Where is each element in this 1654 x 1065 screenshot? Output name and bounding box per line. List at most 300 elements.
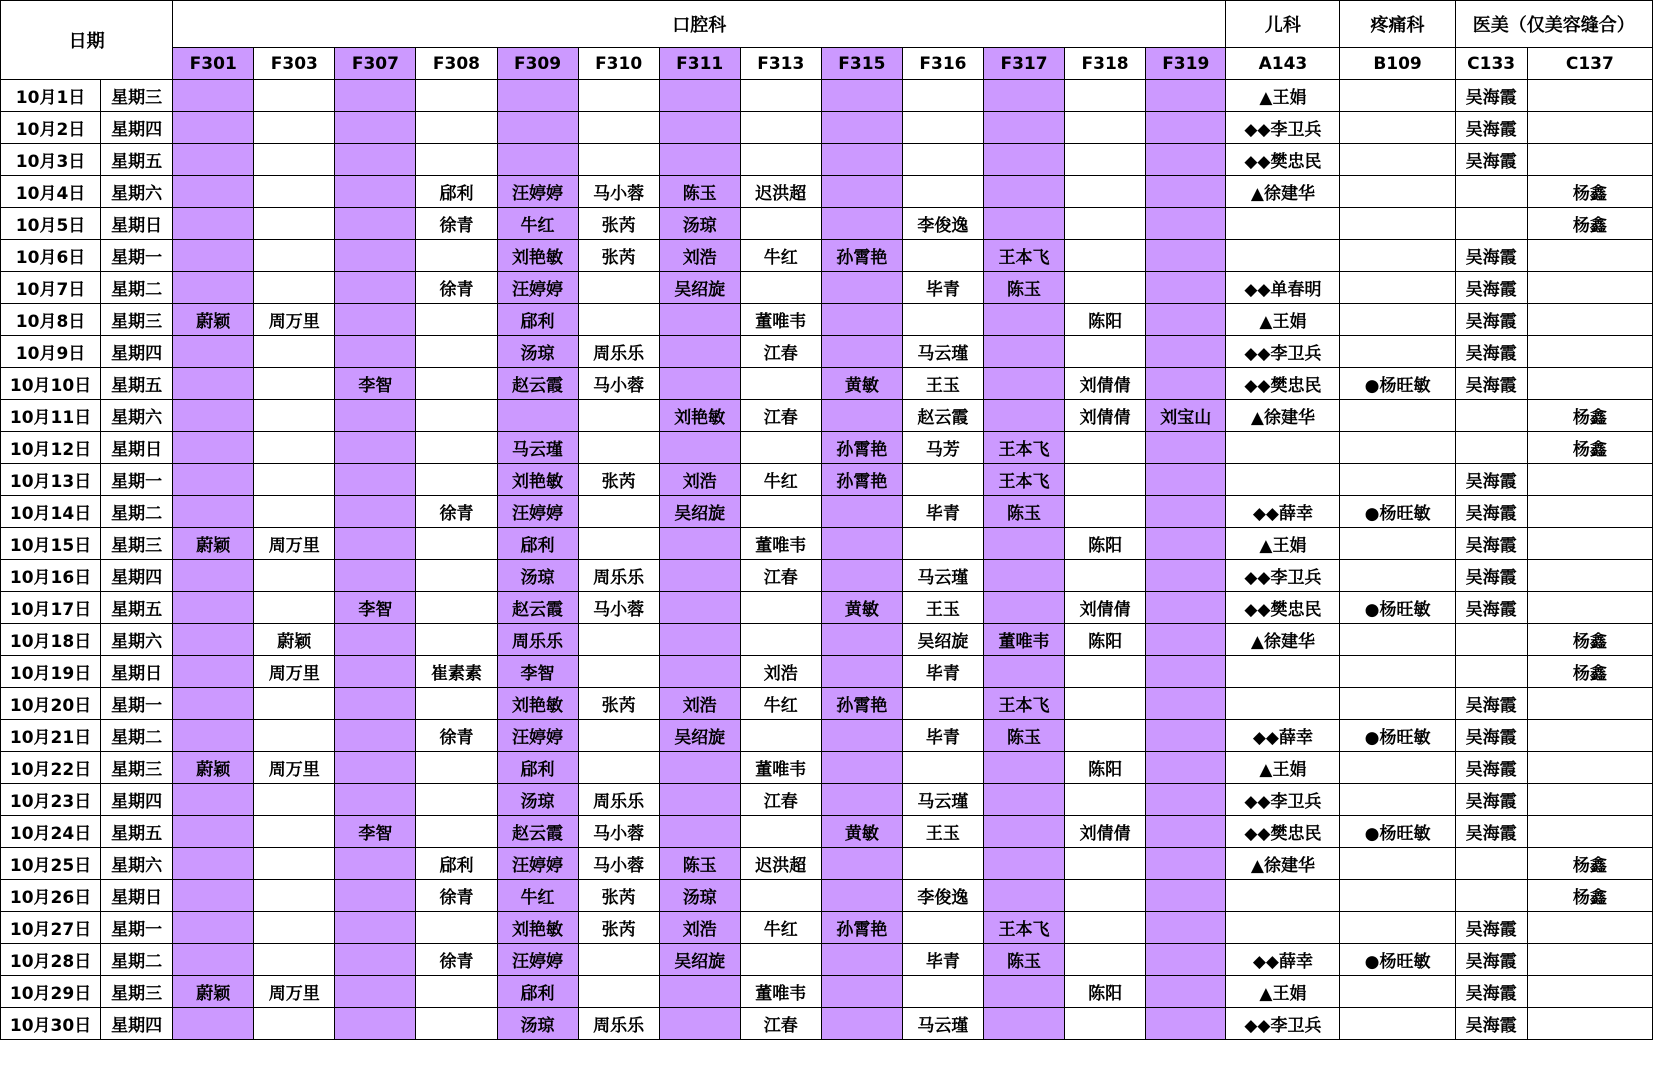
duty-cell: 吴海霞 <box>1455 1008 1527 1040</box>
duty-cell <box>578 624 659 656</box>
date-cell: 10月1日 <box>1 80 101 112</box>
duty-cell <box>659 528 740 560</box>
duty-cell <box>1146 80 1226 112</box>
duty-cell <box>983 976 1064 1008</box>
duty-cell <box>335 176 416 208</box>
duty-cell: 周乐乐 <box>497 624 578 656</box>
duty-cell: ▲王娟 <box>1226 80 1340 112</box>
duty-cell <box>740 272 821 304</box>
date-cell: 10月26日 <box>1 880 101 912</box>
duty-cell: 郈利 <box>497 304 578 336</box>
duty-cell: 杨鑫 <box>1527 400 1652 432</box>
date-cell: 10月24日 <box>1 816 101 848</box>
duty-cell: 陈玉 <box>983 496 1064 528</box>
duty-cell <box>335 432 416 464</box>
duty-cell <box>1146 752 1226 784</box>
weekday-cell: 星期六 <box>101 400 173 432</box>
duty-cell <box>335 848 416 880</box>
duty-cell <box>821 624 902 656</box>
duty-cell: 刘艳敏 <box>497 240 578 272</box>
room-header: F309 <box>497 48 578 80</box>
duty-cell <box>821 1008 902 1040</box>
duty-cell <box>173 336 254 368</box>
duty-cell: 郈利 <box>416 176 497 208</box>
duty-cell <box>173 880 254 912</box>
duty-cell <box>659 432 740 464</box>
duty-cell: 周乐乐 <box>578 560 659 592</box>
duty-cell: 吴海霞 <box>1455 368 1527 400</box>
duty-cell <box>821 976 902 1008</box>
duty-cell: 陈阳 <box>1065 624 1146 656</box>
duty-cell: 刘浩 <box>659 912 740 944</box>
duty-cell: 毕青 <box>902 720 983 752</box>
duty-cell: 周万里 <box>254 528 335 560</box>
room-header: F308 <box>416 48 497 80</box>
duty-cell <box>1146 272 1226 304</box>
duty-cell: 吴海霞 <box>1455 112 1527 144</box>
duty-cell: 赵云霞 <box>497 368 578 400</box>
duty-cell: 刘浩 <box>659 240 740 272</box>
duty-cell <box>173 560 254 592</box>
schedule-body <box>1 80 1653 1040</box>
duty-cell <box>821 336 902 368</box>
duty-cell: 周万里 <box>254 976 335 1008</box>
duty-cell <box>1146 368 1226 400</box>
table-row <box>1 624 1653 656</box>
duty-cell <box>902 848 983 880</box>
table-row <box>1 368 1653 400</box>
date-cell: 10月12日 <box>1 432 101 464</box>
table-row <box>1 400 1653 432</box>
duty-cell: 徐青 <box>416 208 497 240</box>
duty-cell <box>1340 688 1455 720</box>
duty-cell <box>1455 400 1527 432</box>
duty-cell: ◆◆樊忠民 <box>1226 816 1340 848</box>
weekday-cell: 星期六 <box>101 848 173 880</box>
duty-cell: 张芮 <box>578 880 659 912</box>
duty-cell <box>578 80 659 112</box>
duty-cell <box>983 304 1064 336</box>
duty-cell: 汤琼 <box>497 336 578 368</box>
duty-cell: 郈利 <box>497 976 578 1008</box>
duty-cell: 孙霄艳 <box>821 688 902 720</box>
duty-cell <box>740 944 821 976</box>
duty-cell <box>1065 720 1146 752</box>
duty-cell: ▲徐建华 <box>1226 624 1340 656</box>
duty-cell: ◆◆樊忠民 <box>1226 592 1340 624</box>
duty-cell <box>659 112 740 144</box>
weekday-cell: 星期日 <box>101 656 173 688</box>
duty-cell: 王本飞 <box>983 432 1064 464</box>
duty-cell: 吴海霞 <box>1455 464 1527 496</box>
duty-cell <box>173 144 254 176</box>
duty-cell: 毕青 <box>902 496 983 528</box>
date-cell: 10月25日 <box>1 848 101 880</box>
duty-cell: 刘艳敏 <box>497 464 578 496</box>
duty-cell: 周万里 <box>254 656 335 688</box>
duty-cell <box>983 1008 1064 1040</box>
date-cell: 10月13日 <box>1 464 101 496</box>
duty-cell: 李智 <box>497 656 578 688</box>
duty-cell: 牛红 <box>740 464 821 496</box>
date-cell: 10月10日 <box>1 368 101 400</box>
duty-cell <box>1226 464 1340 496</box>
duty-cell <box>1146 656 1226 688</box>
duty-cell <box>173 944 254 976</box>
duty-cell: 陈玉 <box>983 944 1064 976</box>
duty-cell <box>1340 752 1455 784</box>
duty-cell <box>1146 592 1226 624</box>
table-row <box>1 784 1653 816</box>
duty-cell <box>578 496 659 528</box>
duty-cell <box>416 816 497 848</box>
duty-cell: 马芳 <box>902 432 983 464</box>
duty-cell <box>821 528 902 560</box>
duty-cell <box>416 560 497 592</box>
table-row <box>1 304 1653 336</box>
duty-cell: 王玉 <box>902 816 983 848</box>
duty-cell <box>1340 80 1455 112</box>
duty-cell <box>1065 208 1146 240</box>
duty-cell <box>1340 624 1455 656</box>
room-header: F317 <box>983 48 1064 80</box>
duty-cell: 刘倩倩 <box>1065 400 1146 432</box>
duty-cell <box>1146 464 1226 496</box>
duty-cell <box>983 112 1064 144</box>
duty-cell: 刘艳敏 <box>659 400 740 432</box>
duty-cell: 吴海霞 <box>1455 720 1527 752</box>
duty-cell <box>1527 240 1652 272</box>
duty-cell: 刘艳敏 <box>497 688 578 720</box>
duty-cell: ▲徐建华 <box>1226 848 1340 880</box>
duty-cell <box>983 656 1064 688</box>
duty-cell: 吴海霞 <box>1455 304 1527 336</box>
duty-cell <box>821 880 902 912</box>
date-cell: 10月27日 <box>1 912 101 944</box>
duty-cell <box>578 976 659 1008</box>
duty-cell <box>173 272 254 304</box>
duty-cell: 张芮 <box>578 240 659 272</box>
duty-cell <box>821 144 902 176</box>
duty-cell: 王本飞 <box>983 912 1064 944</box>
duty-cell <box>902 688 983 720</box>
duty-cell: 汪婷婷 <box>497 848 578 880</box>
duty-cell: 孙霄艳 <box>821 432 902 464</box>
duty-cell <box>416 912 497 944</box>
duty-cell <box>1146 432 1226 464</box>
duty-cell <box>1146 976 1226 1008</box>
duty-cell <box>1226 912 1340 944</box>
weekday-cell: 星期一 <box>101 240 173 272</box>
duty-cell <box>1146 816 1226 848</box>
duty-cell <box>173 400 254 432</box>
duty-cell <box>740 624 821 656</box>
duty-cell <box>335 496 416 528</box>
duty-cell: 周乐乐 <box>578 1008 659 1040</box>
duty-cell <box>254 688 335 720</box>
date-cell: 10月16日 <box>1 560 101 592</box>
duty-cell: 王本飞 <box>983 464 1064 496</box>
duty-cell <box>1340 240 1455 272</box>
duty-cell <box>1065 880 1146 912</box>
duty-cell <box>173 176 254 208</box>
date-cell: 10月28日 <box>1 944 101 976</box>
duty-cell <box>1527 368 1652 400</box>
date-cell: 10月30日 <box>1 1008 101 1040</box>
duty-cell <box>902 528 983 560</box>
duty-cell <box>1146 944 1226 976</box>
duty-cell: 汪婷婷 <box>497 176 578 208</box>
duty-cell: 陈阳 <box>1065 976 1146 1008</box>
table-row <box>1 272 1653 304</box>
duty-cell <box>1146 208 1226 240</box>
table-row <box>1 496 1653 528</box>
duty-cell <box>497 80 578 112</box>
duty-cell <box>1340 336 1455 368</box>
duty-cell <box>902 176 983 208</box>
duty-cell: 汪婷婷 <box>497 720 578 752</box>
duty-cell: ◆◆李卫兵 <box>1226 1008 1340 1040</box>
date-cell: 10月17日 <box>1 592 101 624</box>
date-cell: 10月3日 <box>1 144 101 176</box>
room-header: F318 <box>1065 48 1146 80</box>
duty-cell <box>1065 272 1146 304</box>
duty-cell <box>254 848 335 880</box>
duty-cell <box>1146 688 1226 720</box>
weekday-cell: 星期日 <box>101 208 173 240</box>
duty-cell <box>1527 144 1652 176</box>
duty-cell: 吴海霞 <box>1455 272 1527 304</box>
duty-cell <box>416 368 497 400</box>
date-cell: 10月8日 <box>1 304 101 336</box>
weekday-cell: 星期日 <box>101 432 173 464</box>
duty-cell: 吴海霞 <box>1455 240 1527 272</box>
duty-cell: 吴海霞 <box>1455 592 1527 624</box>
room-header: F313 <box>740 48 821 80</box>
duty-cell: 董唯韦 <box>740 752 821 784</box>
duty-cell <box>1527 528 1652 560</box>
duty-cell: 汤琼 <box>659 880 740 912</box>
duty-cell <box>1065 80 1146 112</box>
duty-cell <box>416 528 497 560</box>
duty-cell <box>416 464 497 496</box>
table-row <box>1 688 1653 720</box>
duty-cell <box>821 208 902 240</box>
duty-cell <box>1527 496 1652 528</box>
weekday-cell: 星期二 <box>101 720 173 752</box>
duty-cell <box>1065 560 1146 592</box>
duty-cell <box>1340 144 1455 176</box>
duty-cell: 汤琼 <box>659 208 740 240</box>
date-cell: 10月4日 <box>1 176 101 208</box>
duty-cell <box>659 80 740 112</box>
duty-cell <box>659 368 740 400</box>
duty-cell <box>1065 784 1146 816</box>
duty-cell: 周万里 <box>254 752 335 784</box>
duty-cell <box>659 752 740 784</box>
weekday-cell: 星期五 <box>101 144 173 176</box>
duty-cell: ▲王娟 <box>1226 752 1340 784</box>
duty-cell: ◆◆樊忠民 <box>1226 368 1340 400</box>
duty-cell <box>1065 912 1146 944</box>
weekday-cell: 星期四 <box>101 1008 173 1040</box>
date-cell: 10月7日 <box>1 272 101 304</box>
duty-cell <box>983 784 1064 816</box>
duty-cell: ◆◆李卫兵 <box>1226 336 1340 368</box>
duty-cell: 孙霄艳 <box>821 464 902 496</box>
table-row <box>1 144 1653 176</box>
duty-cell: 吴绍旋 <box>659 496 740 528</box>
duty-cell <box>1455 880 1527 912</box>
duty-cell: 郈利 <box>416 848 497 880</box>
duty-cell <box>254 432 335 464</box>
duty-cell <box>983 816 1064 848</box>
duty-cell: 陈阳 <box>1065 528 1146 560</box>
duty-cell <box>1340 880 1455 912</box>
duty-cell <box>335 720 416 752</box>
duty-cell <box>173 720 254 752</box>
duty-cell <box>1065 688 1146 720</box>
room-header: F301 <box>173 48 254 80</box>
duty-cell <box>173 112 254 144</box>
date-cell: 10月2日 <box>1 112 101 144</box>
duty-cell <box>254 912 335 944</box>
duty-cell <box>1340 464 1455 496</box>
duty-cell <box>983 752 1064 784</box>
weekday-cell: 星期四 <box>101 784 173 816</box>
duty-cell <box>416 976 497 1008</box>
duty-cell: 张芮 <box>578 208 659 240</box>
room-header: F303 <box>254 48 335 80</box>
duty-cell <box>335 464 416 496</box>
duty-cell: 马小蓉 <box>578 848 659 880</box>
duty-cell <box>416 592 497 624</box>
duty-cell <box>578 720 659 752</box>
duty-cell <box>983 592 1064 624</box>
duty-cell <box>1065 1008 1146 1040</box>
duty-cell <box>254 176 335 208</box>
duty-cell <box>902 80 983 112</box>
duty-cell <box>1527 272 1652 304</box>
duty-cell <box>1455 432 1527 464</box>
duty-cell <box>497 144 578 176</box>
room-header: C133 <box>1455 48 1527 80</box>
duty-cell: 刘浩 <box>659 464 740 496</box>
duty-cell <box>578 528 659 560</box>
duty-cell <box>1065 240 1146 272</box>
duty-cell <box>173 432 254 464</box>
table-row <box>1 752 1653 784</box>
duty-cell <box>1065 432 1146 464</box>
duty-cell: 毕青 <box>902 944 983 976</box>
duty-cell: 徐青 <box>416 720 497 752</box>
department-header: 医美（仅美容缝合） <box>1455 1 1652 48</box>
duty-cell: 蔚颖 <box>173 976 254 1008</box>
duty-cell: 马小蓉 <box>578 816 659 848</box>
duty-cell: ◆◆薛幸 <box>1226 720 1340 752</box>
duty-cell: 毕青 <box>902 272 983 304</box>
duty-cell: 董唯韦 <box>740 976 821 1008</box>
date-cell: 10月9日 <box>1 336 101 368</box>
duty-cell: 张芮 <box>578 464 659 496</box>
duty-cell <box>416 432 497 464</box>
duty-cell <box>1527 784 1652 816</box>
duty-cell <box>416 624 497 656</box>
duty-cell <box>578 752 659 784</box>
duty-cell <box>659 976 740 1008</box>
duty-cell <box>335 688 416 720</box>
duty-cell: 蔚颖 <box>254 624 335 656</box>
duty-cell: 江春 <box>740 336 821 368</box>
duty-cell <box>497 112 578 144</box>
duty-cell <box>335 400 416 432</box>
weekday-cell: 星期三 <box>101 976 173 1008</box>
duty-cell <box>335 336 416 368</box>
duty-cell <box>821 272 902 304</box>
duty-cell <box>1065 656 1146 688</box>
duty-cell <box>1527 592 1652 624</box>
duty-cell <box>173 912 254 944</box>
duty-cell: ●杨旺敏 <box>1340 944 1455 976</box>
duty-cell <box>1146 528 1226 560</box>
duty-cell <box>983 80 1064 112</box>
duty-cell <box>254 560 335 592</box>
duty-cell <box>1340 848 1455 880</box>
duty-cell <box>740 112 821 144</box>
duty-cell <box>416 336 497 368</box>
duty-cell: 吴绍旋 <box>659 720 740 752</box>
duty-cell <box>902 464 983 496</box>
duty-cell: 汤琼 <box>497 784 578 816</box>
duty-cell <box>902 912 983 944</box>
duty-cell <box>1340 528 1455 560</box>
duty-cell <box>416 1008 497 1040</box>
duty-cell: 周乐乐 <box>578 336 659 368</box>
room-header-row <box>1 48 1653 80</box>
duty-cell <box>1527 304 1652 336</box>
duty-cell: 牛红 <box>740 688 821 720</box>
duty-cell <box>1455 176 1527 208</box>
duty-cell <box>173 656 254 688</box>
duty-cell <box>1146 336 1226 368</box>
duty-cell: 陈玉 <box>983 720 1064 752</box>
duty-cell: 陈玉 <box>983 272 1064 304</box>
duty-cell <box>1226 240 1340 272</box>
duty-cell <box>1527 944 1652 976</box>
duty-cell: 吴海霞 <box>1455 144 1527 176</box>
duty-cell: 汪婷婷 <box>497 944 578 976</box>
duty-cell <box>1455 848 1527 880</box>
duty-cell <box>659 784 740 816</box>
duty-cell <box>173 80 254 112</box>
duty-cell: 刘浩 <box>659 688 740 720</box>
duty-cell <box>416 400 497 432</box>
duty-cell: 郈利 <box>497 528 578 560</box>
duty-cell: 王玉 <box>902 592 983 624</box>
duty-cell <box>254 944 335 976</box>
date-cell: 10月14日 <box>1 496 101 528</box>
duty-cell <box>1527 336 1652 368</box>
duty-cell <box>254 880 335 912</box>
duty-cell <box>821 496 902 528</box>
duty-cell <box>335 944 416 976</box>
duty-cell: 牛红 <box>740 912 821 944</box>
duty-cell <box>335 208 416 240</box>
table-row <box>1 464 1653 496</box>
duty-cell: 王本飞 <box>983 688 1064 720</box>
duty-cell: 汪婷婷 <box>497 272 578 304</box>
table-row <box>1 528 1653 560</box>
